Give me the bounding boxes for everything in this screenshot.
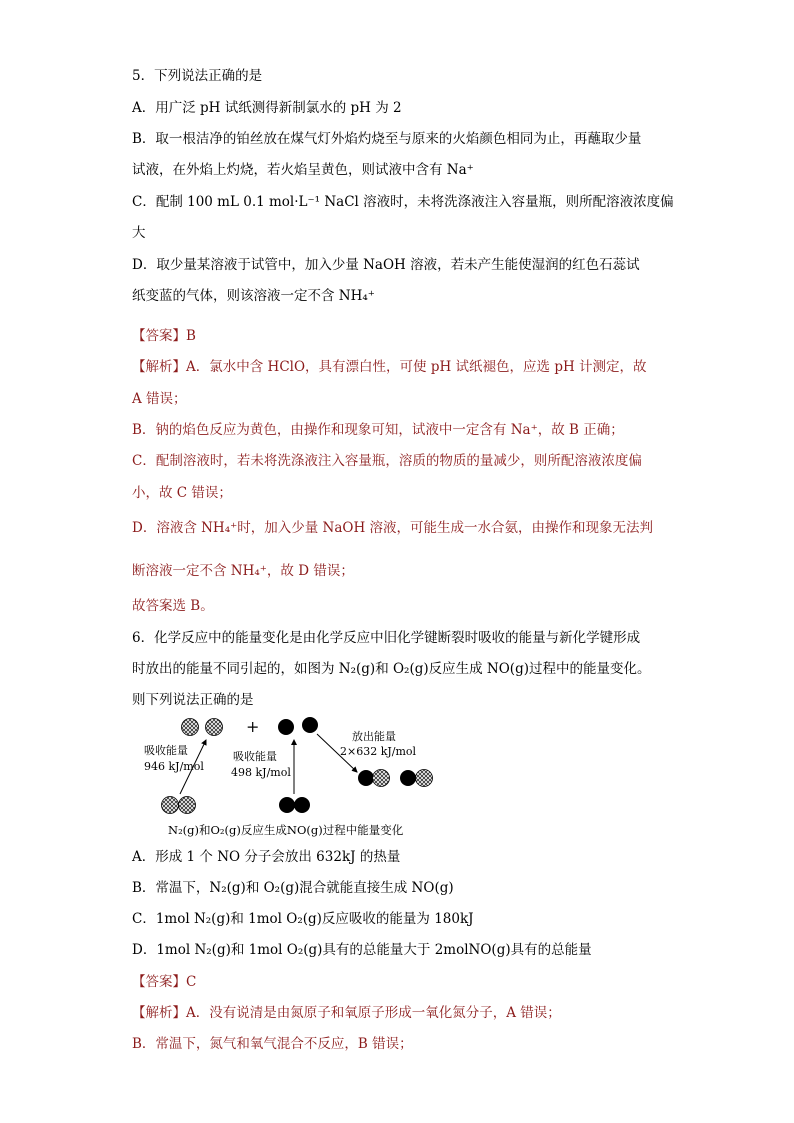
n2-molecule-atom (162, 797, 179, 814)
q5-explanation-c-line1: C．配制溶液时，若未将洗涤液注入容量瓶，溶质的物质的量减少，则所配溶液浓度偏 (132, 453, 642, 469)
q6-explanation-a: 【解析】A．没有说清是由氮原子和氧原子形成一氧化氮分子，A 错误； (132, 1005, 561, 1021)
absorb-n2-value: 946 kJ/mol (144, 760, 204, 773)
q5-option-c-line2: 大 (132, 225, 146, 241)
q5-conclusion: 故答案选 B。 (132, 598, 214, 614)
q5-stem: 5．下列说法正确的是 (132, 68, 263, 84)
q6-option-b: B．常温下，N₂(g)和 O₂(g)混合就能直接生成 NO(g) (132, 880, 454, 896)
q5-explanation-d-line1: D．溶液含 NH₄⁺时，加入少量 NaOH 溶液，可能生成一水合氨，由操作和现象无法判 (132, 520, 654, 536)
absorb-o2-title: 吸收能量 (233, 750, 277, 763)
q6-stem-line2: 时放出的能量不同引起的，如图为 N₂(g)和 O₂(g)反应生成 NO(g)过程中的能量变化。 (132, 661, 651, 677)
q5-explanation-c-line2: 小，故 C 错误； (132, 485, 232, 501)
no-molecule-atom (400, 770, 416, 786)
no-molecule-atom (416, 770, 433, 787)
q6-stem-line1: 6．化学反应中的能量变化是由化学反应中旧化学键断裂时吸收的能量与新化学键形成 (132, 630, 641, 646)
q5-explanation-b: B．钠的焰色反应为黄色，由操作和现象可知，试液中一定含有 Na⁺，故 B 正确； (132, 422, 624, 438)
n-atom (182, 719, 199, 736)
q5-option-d-line2: 纸变蓝的气体，则该溶液一定不含 NH₄⁺ (132, 288, 375, 304)
plus-sign: + (246, 717, 260, 736)
no-molecule-atom (358, 770, 374, 786)
o-atom (302, 717, 318, 733)
q6-option-d: D．1mol N₂(g)和 1mol O₂(g)具有的总能量大于 2molNO(g)具有的总能量 (132, 942, 592, 958)
o2-molecule-atom (279, 797, 295, 813)
no-molecule-atom (373, 770, 390, 787)
q5-option-d-line1: D．取少量某溶液于试管中，加入少量 NaOH 溶液，若未产生能使湿润的红色石蕊试 (132, 257, 640, 273)
q5-option-b-line2: 试液，在外焰上灼烧，若火焰呈黄色，则试液中含有 Na⁺ (132, 162, 474, 178)
o2-molecule-atom (294, 797, 310, 813)
q5-option-c-line1: C．配制 100 mL 0.1 mol·L⁻¹ NaCl 溶液时，未将洗涤液注入容量瓶，则所配溶液浓度偏 (132, 194, 674, 210)
q6-option-a: A．形成 1 个 NO 分子会放出 632kJ 的热量 (132, 849, 401, 865)
o-atom (278, 719, 294, 735)
n2-molecule-atom (179, 797, 196, 814)
q5-explanation-d-line2: 断溶液一定不含 NH₄⁺，故 D 错误； (132, 563, 354, 579)
q6-option-c: C．1mol N₂(g)和 1mol O₂(g)反应吸收的能量为 180kJ (132, 911, 474, 927)
q5-option-a: A．用广泛 pH 试纸测得新制氯水的 pH 为 2 (132, 100, 402, 116)
q5-explanation-a-line1: 【解析】A．氯水中含 HClO，具有漂白性，可使 pH 试纸褪色，应选 pH 计测定，故 (132, 359, 647, 375)
q5-option-b-line1: B．取一根洁净的铂丝放在煤气灯外焰灼烧至与原来的火焰颜色相同为止，再蘸取少量 (132, 131, 642, 147)
release-title: 放出能量 (352, 730, 396, 743)
q5-explanation-a-line2: A 错误； (132, 391, 187, 407)
q6-stem-line3: 则下列说法正确的是 (132, 692, 254, 708)
absorb-o2-value: 498 kJ/mol (231, 766, 291, 779)
q6-explanation-b: B．常温下，氮气和氧气混合不反应，B 错误； (132, 1036, 413, 1052)
q5-answer: 【答案】B (132, 328, 196, 344)
release-value: 2×632 kJ/mol (340, 745, 417, 758)
absorb-n2-title: 吸收能量 (144, 744, 188, 757)
figure-caption: N₂(g)和O₂(g)反应生成NO(g)过程中能量变化 (168, 823, 404, 837)
n-atom (206, 719, 223, 736)
q6-answer: 【答案】C (132, 974, 197, 990)
